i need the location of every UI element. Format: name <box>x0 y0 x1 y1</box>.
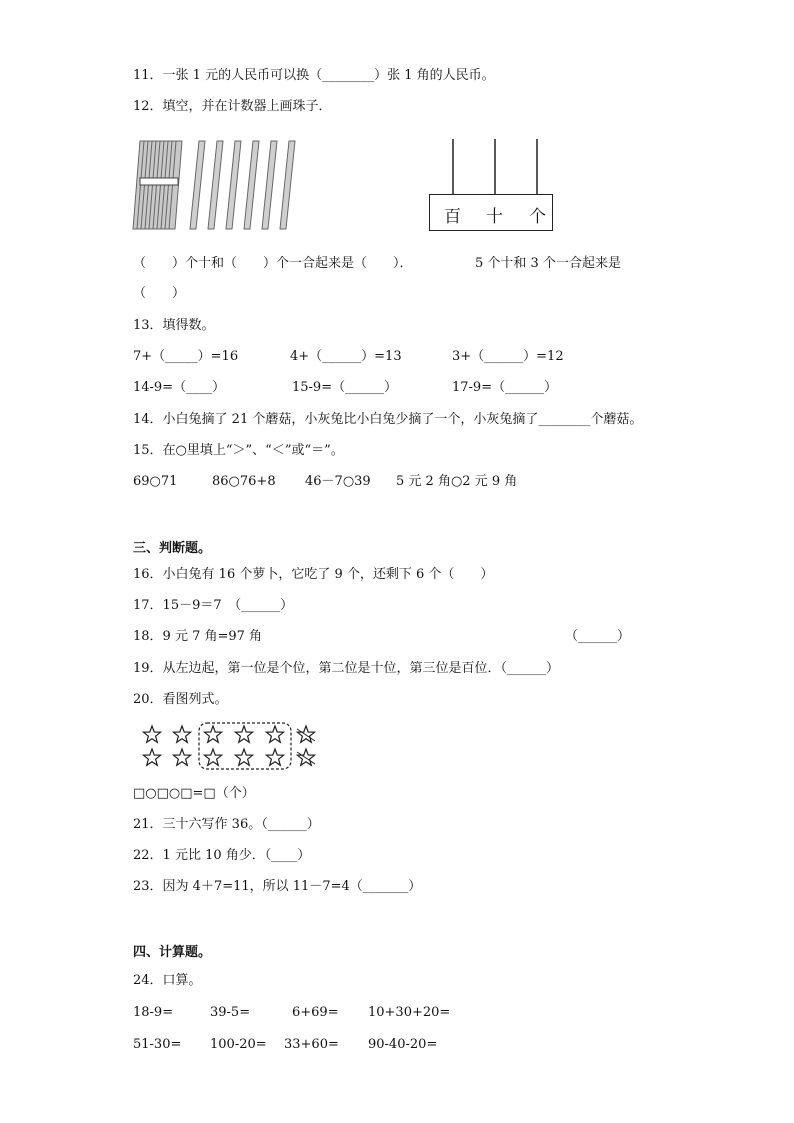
single-sticks <box>190 141 295 229</box>
q24-item: 6+69= <box>292 1005 339 1020</box>
stick-bundle-of-ten <box>133 141 182 229</box>
question-12-blank-c: （ ） <box>133 286 186 301</box>
question-22: 22．1 元比 10 角少．（____） <box>133 848 311 863</box>
abacus-base <box>429 194 553 231</box>
q24-item: 100-20= <box>210 1037 267 1052</box>
question-19: 19．从左边起，第一位是个位，第二位是十位，第三位是百位．（______） <box>133 661 560 676</box>
question-14: 14．小白兔摘了 21 个蘑菇，小灰兔比小白兔少摘了一个，小灰兔摘了________个蘑菇。 <box>133 412 643 427</box>
q13-item: 15-9=（______） <box>292 380 398 395</box>
question-23: 23．因为 4＋7=11，所以 11－7=4（_______） <box>133 879 422 894</box>
q24-item: 90-40-20= <box>368 1037 438 1052</box>
section-heading-judgment: 三、判断题。 <box>133 541 212 556</box>
q15-item: 86○76+8 <box>212 474 276 489</box>
q13-item: 17-9=（______） <box>452 380 558 395</box>
abacus-rods <box>429 137 553 195</box>
question-12: 12．填空，并在计数器上画珠子． <box>133 99 332 114</box>
q15-item: 5 元 2 角○2 元 9 角 <box>396 474 518 489</box>
question-18-answer-blank: （______） <box>565 629 631 644</box>
q13-item: 7+（_____）=16 <box>133 349 239 364</box>
question-13: 13．填得数。 <box>133 318 215 333</box>
question-18: 18．9 元 7 角=97 角 <box>133 629 263 644</box>
counting-sticks-image <box>132 137 302 233</box>
abacus-label-hundreds: 百 <box>444 207 461 227</box>
q24-item: 51-30= <box>133 1037 182 1052</box>
abacus-label-tens: 十 <box>486 207 503 227</box>
question-11: 11．一张 1 元的人民币可以换（________）张 1 角的人民币。 <box>133 68 495 83</box>
star-row-bottom <box>143 749 314 765</box>
q13-item: 4+（______）=13 <box>290 349 402 364</box>
question-16: 16．小白兔有 16 个萝卜，它吃了 9 个，还剩下 6 个（ ） <box>133 567 494 582</box>
question-20-formula: □○□○□=□（个） <box>133 786 255 801</box>
q24-item: 39-5= <box>210 1005 251 1020</box>
star-row-top <box>143 726 314 742</box>
q24-item: 33+60= <box>284 1037 339 1052</box>
q15-item: 46－7○39 <box>305 474 371 489</box>
q24-item: 10+30+20= <box>368 1005 451 1020</box>
question-12-blank-a: （ ）个十和（ ）个一合起来是（ ）． <box>133 256 413 271</box>
q15-item: 69○71 <box>133 474 178 489</box>
question-17: 17．15－9＝7 （______） <box>133 598 294 613</box>
stars-image <box>136 720 326 772</box>
question-20: 20．看图列式。 <box>133 692 228 707</box>
question-24: 24．口算。 <box>133 973 202 988</box>
q13-item: 3+（______）=12 <box>452 349 564 364</box>
question-15: 15．在○里填上“＞”、“＜”或“＝”。 <box>133 443 344 458</box>
abacus-label-ones: 个 <box>529 207 546 227</box>
q13-item: 14-9=（____） <box>133 380 226 395</box>
q24-item: 18-9= <box>133 1005 174 1020</box>
section-heading-calculation: 四、计算题。 <box>133 945 212 960</box>
question-21: 21．三十六写作 36。（______） <box>133 817 320 832</box>
question-12-blank-b: 5 个十和 3 个一合起来是 <box>475 256 621 271</box>
